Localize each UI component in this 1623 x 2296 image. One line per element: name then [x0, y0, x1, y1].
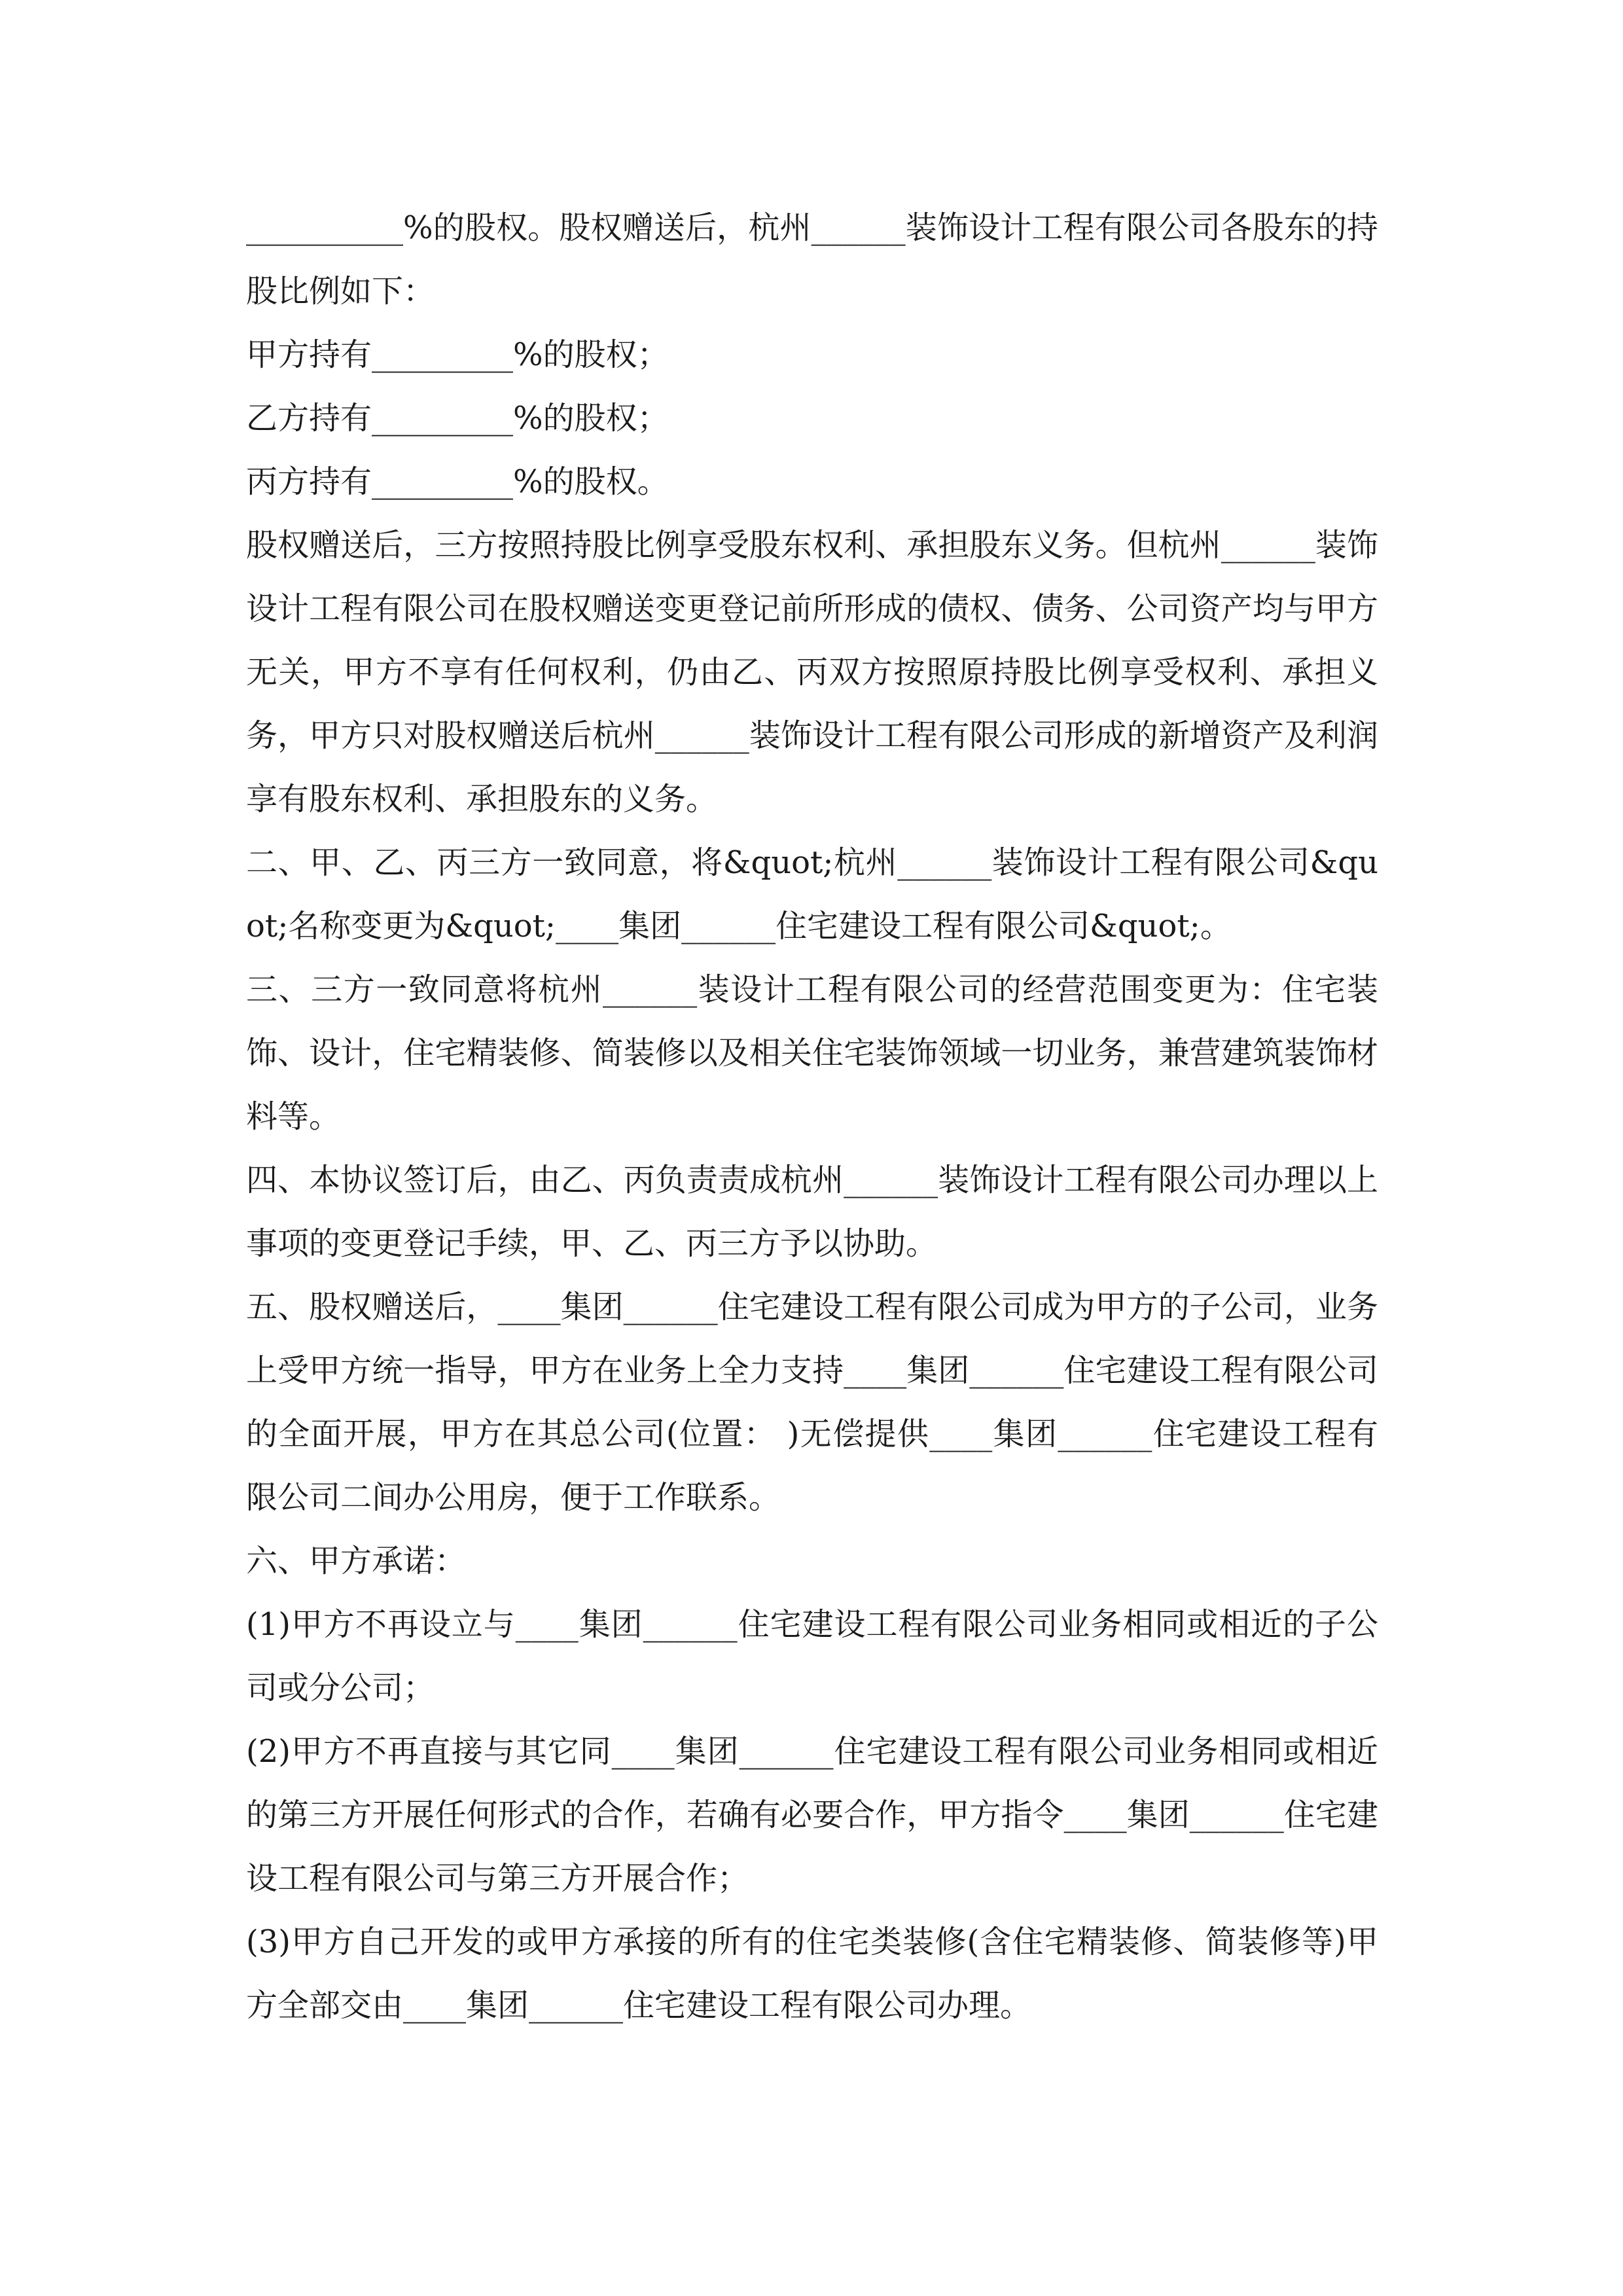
clause-5-subsidiary: 五、股权赠送后，____集团______住宅建设工程有限公司成为甲方的子公司，业务上受甲方统一指导，甲方在业务上全力支持____集团______住宅建设工程有限公司的全面开展，甲方在其总公司(位置： )无偿提供____集团______住宅建设工程有限公司二间办公用房，便于工作联系。 — [246, 1289, 1378, 1516]
clause-6-item-3: (3)甲方自己开发的或甲方承接的所有的住宅类装修(含住宅精装修、简装修等)甲方全部交由____集团______住宅建设工程有限公司办理。 — [246, 1924, 1378, 2024]
clause-2-name-change: 二、甲、乙、丙三方一致同意，将&quot;杭州______装饰设计工程有限公司&quot;名称变更为&quot;____集团______住宅建设工程有限公司&quot;。 — [246, 844, 1378, 944]
paragraph-party-c-share: 丙方持有_________%的股权。 — [246, 463, 669, 500]
clause-3-business-scope: 三、三方一致同意将杭州______装设计工程有限公司的经营范围变更为：住宅装饰、设计，住宅精装修、简装修以及相关住宅装饰领域一切业务，兼营建筑装饰材料等。 — [246, 971, 1378, 1135]
paragraph-shareholding-intro: __________%的股权。股权赠送后，杭州______装饰设计工程有限公司各股东的持股比例如下： — [246, 209, 1378, 310]
paragraph-party-a-share: 甲方持有_________%的股权； — [246, 336, 669, 373]
clause-6-heading: 六、甲方承诺： — [246, 1543, 467, 1579]
paragraph-party-b-share: 乙方持有_________%的股权； — [246, 400, 669, 437]
paragraph-rights-obligations: 股权赠送后，三方按照持股比例享受股东权利、承担股东义务。但杭州______装饰设计工程有限公司在股权赠送变更登记前所形成的债权、债务、公司资产均与甲方无关，甲方不享有任何权利，仍由乙、丙双方按照原持股比例享受权利、承担义务，甲方只对股权赠送后杭州______装饰设计工程有限公司形成的新增资产及利润享有股东权利、承担股东的义务。 — [246, 527, 1378, 817]
clause-6-item-1: (1)甲方不再设立与____集团______住宅建设工程有限公司业务相同或相近的子公司或分公司； — [246, 1606, 1378, 1706]
document-page — [246, 196, 1378, 2037]
clause-6-item-2: (2)甲方不再直接与其它同____集团______住宅建设工程有限公司业务相同或相近的第三方开展任何形式的合作，若确有必要合作，甲方指令____集团______住宅建设工程有限公司与第三方开展合作； — [246, 1733, 1378, 1897]
clause-4-registration: 四、本协议签订后，由乙、丙负责责成杭州______装饰设计工程有限公司办理以上事项的变更登记手续，甲、乙、丙三方予以协助。 — [246, 1162, 1378, 1262]
